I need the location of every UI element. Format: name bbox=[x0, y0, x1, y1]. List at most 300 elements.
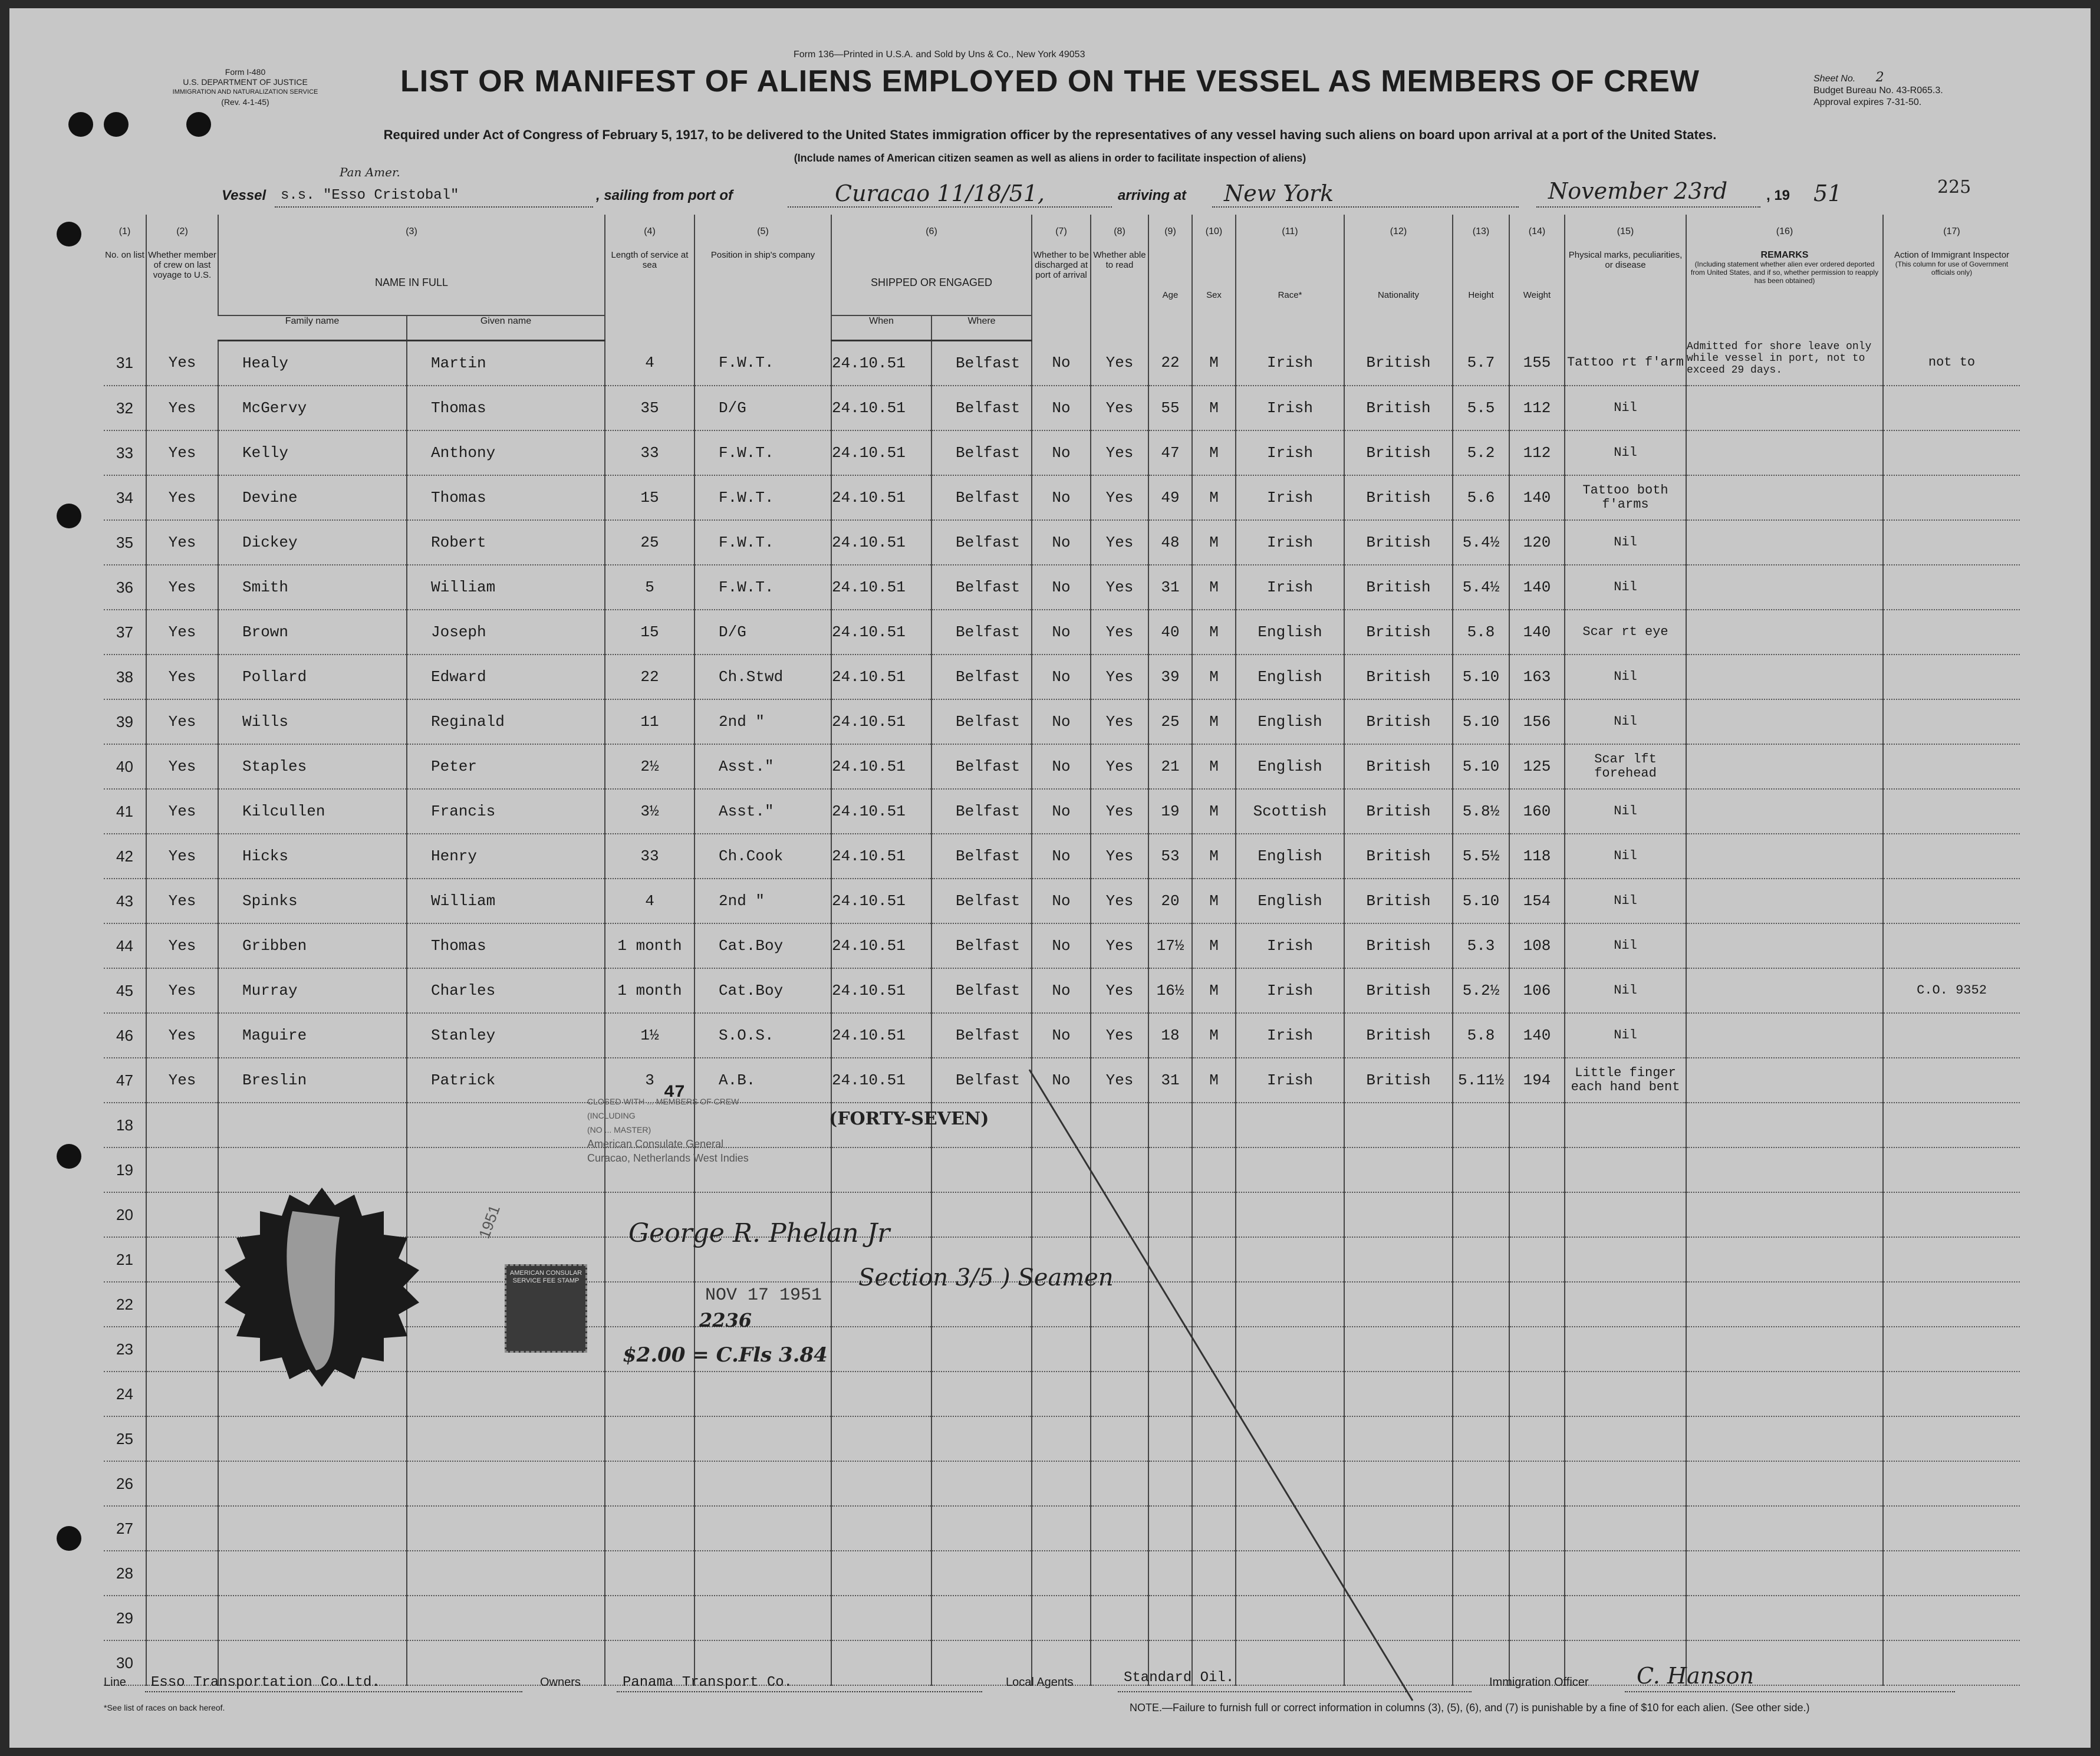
cell-marks: Nil bbox=[1565, 834, 1686, 879]
col-num: (1) bbox=[119, 226, 131, 236]
cell-given: Thomas bbox=[407, 386, 605, 430]
document-instruction: (Include names of American citizen seamen as well as aliens in order to facilitate inspection of aliens) bbox=[794, 152, 1306, 164]
cell-sex: M bbox=[1192, 341, 1236, 386]
header-no-on-list: No. on list bbox=[105, 250, 144, 260]
empty-cell bbox=[1509, 1103, 1565, 1147]
cell-race: English bbox=[1236, 744, 1344, 789]
punch-hole bbox=[57, 222, 81, 246]
empty-cell bbox=[1509, 1327, 1565, 1372]
cell-family: Hicks bbox=[218, 834, 407, 879]
empty-cell bbox=[1686, 1327, 1883, 1372]
cell-nationality: British bbox=[1344, 744, 1453, 789]
punch-hole bbox=[57, 1144, 81, 1169]
cell-discharged: No bbox=[1032, 699, 1091, 744]
vessel-line bbox=[9, 165, 2091, 213]
empty-cell bbox=[1686, 1103, 1883, 1147]
row-number: 19 bbox=[104, 1147, 146, 1192]
action-title: Action of Immigrant Inspector bbox=[1894, 250, 2010, 260]
empty-cell bbox=[1883, 1327, 2020, 1372]
crew-row bbox=[104, 610, 2020, 655]
cell-no: 46 bbox=[104, 1013, 146, 1058]
cell-no: 39 bbox=[104, 699, 146, 744]
header-position: Position in ship's company bbox=[694, 250, 831, 341]
empty-cell bbox=[1686, 1372, 1883, 1416]
cell-age: 47 bbox=[1148, 430, 1192, 475]
cell-height: 5.10 bbox=[1453, 699, 1509, 744]
col-num: (5) bbox=[694, 215, 831, 250]
cell-marks: Nil bbox=[1565, 655, 1686, 699]
empty-cell bbox=[407, 1596, 605, 1640]
printer-line: Form 136—Printed in U.S.A. and Sold by Uns & Co., New York 49053 bbox=[794, 50, 1085, 60]
cell-read: Yes bbox=[1091, 475, 1148, 520]
header-physical-marks: Physical marks, peculiarities, or disease bbox=[1565, 250, 1686, 341]
cell-age: 53 bbox=[1148, 834, 1192, 879]
cell-action: not to bbox=[1883, 341, 2020, 386]
cell-when: 24.10.51 bbox=[831, 1013, 931, 1058]
crew-row bbox=[104, 475, 2020, 520]
cell-given: Edward bbox=[407, 655, 605, 699]
cell-member: Yes bbox=[146, 475, 218, 520]
cell-no: 35 bbox=[104, 520, 146, 565]
cell-position: Ch.Cook bbox=[694, 834, 831, 879]
cell-service: 4 bbox=[605, 341, 694, 386]
crew-row bbox=[104, 968, 2020, 1013]
cell-family: Healy bbox=[218, 341, 407, 386]
arrival-date: November 23rd bbox=[1548, 178, 1728, 204]
cell-age: 25 bbox=[1148, 699, 1192, 744]
cell-no: 41 bbox=[104, 789, 146, 834]
cell-age: 17½ bbox=[1148, 923, 1192, 968]
cell-weight: 112 bbox=[1509, 430, 1565, 475]
cell-race: Scottish bbox=[1236, 789, 1344, 834]
cell-action bbox=[1883, 744, 2020, 789]
cell-read: Yes bbox=[1091, 610, 1148, 655]
cell-service: 33 bbox=[605, 834, 694, 879]
cell-discharged: No bbox=[1032, 341, 1091, 386]
cell-sex: M bbox=[1192, 968, 1236, 1013]
cell-weight: 106 bbox=[1509, 968, 1565, 1013]
cell-member: Yes bbox=[146, 610, 218, 655]
cell-when: 24.10.51 bbox=[831, 923, 931, 968]
empty-cell bbox=[1565, 1551, 1686, 1596]
cell-height: 5.6 bbox=[1453, 475, 1509, 520]
cell-action bbox=[1883, 430, 2020, 475]
header-family-name: Family name bbox=[218, 315, 407, 341]
cell-family: Devine bbox=[218, 475, 407, 520]
cell-remarks bbox=[1686, 565, 1883, 610]
cell-read: Yes bbox=[1091, 789, 1148, 834]
cell-given: Henry bbox=[407, 834, 605, 879]
cell-member: Yes bbox=[146, 1058, 218, 1103]
col-num: (11) bbox=[1236, 215, 1344, 250]
empty-cell bbox=[407, 1461, 605, 1506]
empty-cell bbox=[1565, 1282, 1686, 1327]
crew-count-number: 47 bbox=[664, 1083, 686, 1103]
cell-weight: 160 bbox=[1509, 789, 1565, 834]
cell-family: Wills bbox=[218, 699, 407, 744]
cell-where: Belfast bbox=[931, 699, 1032, 744]
empty-cell bbox=[1453, 1282, 1509, 1327]
crew-row bbox=[104, 520, 2020, 565]
cell-position: Cat.Boy bbox=[694, 923, 831, 968]
cell-given: Martin bbox=[407, 341, 605, 386]
sheet-label: Sheet No. bbox=[1813, 74, 1856, 84]
cell-race: English bbox=[1236, 610, 1344, 655]
empty-cell bbox=[1453, 1461, 1509, 1506]
cell-height: 5.3 bbox=[1453, 923, 1509, 968]
cell-discharged: No bbox=[1032, 386, 1091, 430]
col-num: (14) bbox=[1509, 215, 1565, 250]
cell-family: Dickey bbox=[218, 520, 407, 565]
cell-no: 31 bbox=[104, 341, 146, 386]
stamp-line: American Consulate General bbox=[587, 1138, 724, 1150]
cell-discharged: No bbox=[1032, 1013, 1091, 1058]
cell-marks: Tattoo rt f'arm bbox=[1565, 341, 1686, 386]
cell-service: 35 bbox=[605, 386, 694, 430]
cell-given: William bbox=[407, 879, 605, 923]
cell-given: Francis bbox=[407, 789, 605, 834]
header-discharged: Whether to be discharged at port of arrival bbox=[1032, 250, 1091, 341]
empty-cell bbox=[218, 1506, 407, 1551]
empty-cell bbox=[1565, 1596, 1686, 1640]
cell-read: Yes bbox=[1091, 879, 1148, 923]
col-num: (6) bbox=[831, 215, 1032, 250]
cell-family: Kelly bbox=[218, 430, 407, 475]
cell-sex: M bbox=[1192, 520, 1236, 565]
cell-read: Yes bbox=[1091, 386, 1148, 430]
cell-family: Gribben bbox=[218, 923, 407, 968]
cell-discharged: No bbox=[1032, 879, 1091, 923]
cell-action bbox=[1883, 610, 2020, 655]
cell-no: 33 bbox=[104, 430, 146, 475]
cell-race: English bbox=[1236, 879, 1344, 923]
cell-member: Yes bbox=[146, 879, 218, 923]
cell-discharged: No bbox=[1032, 744, 1091, 789]
empty-cell bbox=[1509, 1147, 1565, 1192]
empty-cell bbox=[1565, 1103, 1686, 1147]
cell-action: C.O. 9352 bbox=[1883, 968, 2020, 1013]
cell-action bbox=[1883, 565, 2020, 610]
header-where: Where bbox=[931, 315, 1032, 341]
cell-race: Irish bbox=[1236, 520, 1344, 565]
cell-marks: Nil bbox=[1565, 923, 1686, 968]
cell-given: Peter bbox=[407, 744, 605, 789]
line-value: Esso Transportation Co.Ltd. bbox=[151, 1675, 380, 1691]
header-member-last-voyage: Whether member of crew on last voyage to U.S. bbox=[146, 250, 218, 341]
cell-service: 3½ bbox=[605, 789, 694, 834]
col-num: (16) bbox=[1686, 215, 1883, 250]
empty-cell bbox=[146, 1596, 218, 1640]
empty-cell bbox=[1453, 1506, 1509, 1551]
cell-nationality: British bbox=[1344, 475, 1453, 520]
crew-row bbox=[104, 341, 2020, 386]
empty-cell bbox=[1509, 1237, 1565, 1282]
row-number: 26 bbox=[104, 1461, 146, 1506]
empty-cell bbox=[1453, 1147, 1509, 1192]
cell-where: Belfast bbox=[931, 834, 1032, 879]
cell-family: Staples bbox=[218, 744, 407, 789]
cell-sex: M bbox=[1192, 789, 1236, 834]
cell-service: 3 bbox=[605, 1058, 694, 1103]
empty-cell bbox=[1453, 1596, 1509, 1640]
empty-cell bbox=[1883, 1103, 2020, 1147]
cell-member: Yes bbox=[146, 520, 218, 565]
cell-where: Belfast bbox=[931, 565, 1032, 610]
arriving-label: arriving at bbox=[1118, 188, 1187, 203]
empty-cell bbox=[1686, 1416, 1883, 1461]
crew-row bbox=[104, 699, 2020, 744]
cell-action bbox=[1883, 923, 2020, 968]
vessel-handwritten-note: Pan Amer. bbox=[340, 165, 400, 179]
cell-position: Ch.Stwd bbox=[694, 655, 831, 699]
cell-member: Yes bbox=[146, 430, 218, 475]
cell-when: 24.10.51 bbox=[831, 386, 931, 430]
cell-remarks bbox=[1686, 699, 1883, 744]
cell-family: Breslin bbox=[218, 1058, 407, 1103]
cell-where: Belfast bbox=[931, 341, 1032, 386]
cell-member: Yes bbox=[146, 923, 218, 968]
cell-marks: Nil bbox=[1565, 1013, 1686, 1058]
cell-where: Belfast bbox=[931, 923, 1032, 968]
cell-sex: M bbox=[1192, 699, 1236, 744]
consul-signature: George R. Phelan Jr bbox=[628, 1218, 890, 1248]
cell-where: Belfast bbox=[931, 879, 1032, 923]
cell-discharged: No bbox=[1032, 565, 1091, 610]
cell-height: 5.5 bbox=[1453, 386, 1509, 430]
cell-when: 24.10.51 bbox=[831, 1058, 931, 1103]
cell-race: Irish bbox=[1236, 1058, 1344, 1103]
cell-given: Joseph bbox=[407, 610, 605, 655]
empty-cell bbox=[1883, 1147, 2020, 1192]
cell-action bbox=[1883, 1058, 2020, 1103]
empty-cell bbox=[218, 1551, 407, 1596]
cell-race: Irish bbox=[1236, 386, 1344, 430]
cell-service: 2½ bbox=[605, 744, 694, 789]
column-header-row bbox=[104, 250, 2020, 315]
empty-cell bbox=[694, 1416, 831, 1461]
cell-action bbox=[1883, 834, 2020, 879]
empty-cell bbox=[1883, 1506, 2020, 1551]
cell-member: Yes bbox=[146, 699, 218, 744]
cell-service: 11 bbox=[605, 699, 694, 744]
cell-race: Irish bbox=[1236, 968, 1344, 1013]
empty-cell bbox=[605, 1416, 694, 1461]
cell-weight: 108 bbox=[1509, 923, 1565, 968]
cell-remarks bbox=[1686, 1013, 1883, 1058]
empty-cell bbox=[694, 1372, 831, 1416]
cell-nationality: British bbox=[1344, 655, 1453, 699]
cell-read: Yes bbox=[1091, 923, 1148, 968]
empty-cell bbox=[605, 1551, 694, 1596]
cell-member: Yes bbox=[146, 386, 218, 430]
cell-height: 5.8 bbox=[1453, 610, 1509, 655]
cell-family: Kilcullen bbox=[218, 789, 407, 834]
row-number: 30 bbox=[104, 1640, 146, 1685]
cell-weight: 154 bbox=[1509, 879, 1565, 923]
cell-weight: 194 bbox=[1509, 1058, 1565, 1103]
header-sex: Sex bbox=[1192, 250, 1236, 341]
empty-cell bbox=[1453, 1416, 1509, 1461]
cell-family: Murray bbox=[218, 968, 407, 1013]
empty-cell bbox=[1509, 1506, 1565, 1551]
cell-remarks bbox=[1686, 386, 1883, 430]
crew-row bbox=[104, 655, 2020, 699]
empty-cell bbox=[605, 1596, 694, 1640]
cell-action bbox=[1883, 789, 2020, 834]
cell-height: 5.5½ bbox=[1453, 834, 1509, 879]
sailing-label: , sailing from port of bbox=[596, 188, 733, 203]
empty-cell bbox=[831, 1640, 931, 1685]
cell-position: Asst." bbox=[694, 744, 831, 789]
cell-weight: 120 bbox=[1509, 520, 1565, 565]
cell-weight: 140 bbox=[1509, 475, 1565, 520]
cell-no: 37 bbox=[104, 610, 146, 655]
empty-cell bbox=[1883, 1416, 2020, 1461]
cell-action bbox=[1883, 386, 2020, 430]
cell-family: Maguire bbox=[218, 1013, 407, 1058]
empty-cell bbox=[218, 1596, 407, 1640]
empty-cell bbox=[831, 1506, 931, 1551]
cell-family: Brown bbox=[218, 610, 407, 655]
cell-sex: M bbox=[1192, 923, 1236, 968]
empty-cell bbox=[1565, 1372, 1686, 1416]
cell-when: 24.10.51 bbox=[831, 699, 931, 744]
cell-service: 22 bbox=[605, 655, 694, 699]
col-num: (4) bbox=[605, 215, 694, 250]
cell-when: 24.10.51 bbox=[831, 475, 931, 520]
manifest-sheet bbox=[9, 8, 2091, 1748]
cell-position: F.W.T. bbox=[694, 520, 831, 565]
row-number: 27 bbox=[104, 1506, 146, 1551]
form-revision: (Rev. 4-1-45) bbox=[221, 97, 269, 107]
cell-when: 24.10.51 bbox=[831, 789, 931, 834]
port-of-departure: Curacao 11/18/51, bbox=[835, 180, 1045, 206]
stamp-line: Curacao, Netherlands West Indies bbox=[587, 1152, 749, 1164]
cell-where: Belfast bbox=[931, 744, 1032, 789]
penalty-note: NOTE.—Failure to furnish full or correct information in columns (3), (5), (6), and (7) is punishable by a fine of $10 for each alien. (See other side.) bbox=[1130, 1702, 1810, 1714]
cell-when: 24.10.51 bbox=[831, 565, 931, 610]
cell-when: 24.10.51 bbox=[831, 968, 931, 1013]
cell-no: 38 bbox=[104, 655, 146, 699]
cell-remarks bbox=[1686, 430, 1883, 475]
cell-family: Pollard bbox=[218, 655, 407, 699]
empty-cell bbox=[1509, 1596, 1565, 1640]
cell-family: Smith bbox=[218, 565, 407, 610]
cell-race: Irish bbox=[1236, 565, 1344, 610]
cell-discharged: No bbox=[1032, 610, 1091, 655]
cell-read: Yes bbox=[1091, 744, 1148, 789]
cell-position: F.W.T. bbox=[694, 341, 831, 386]
cell-read: Yes bbox=[1091, 1013, 1148, 1058]
cell-race: English bbox=[1236, 655, 1344, 699]
cell-race: English bbox=[1236, 834, 1344, 879]
cell-marks: Nil bbox=[1565, 430, 1686, 475]
empty-cell bbox=[831, 1147, 931, 1192]
cell-marks: Scar rt eye bbox=[1565, 610, 1686, 655]
empty-cell bbox=[146, 1416, 218, 1461]
cell-read: Yes bbox=[1091, 655, 1148, 699]
cell-no: 32 bbox=[104, 386, 146, 430]
cell-where: Belfast bbox=[931, 1013, 1032, 1058]
cell-age: 31 bbox=[1148, 1058, 1192, 1103]
cell-height: 5.4½ bbox=[1453, 565, 1509, 610]
cell-discharged: No bbox=[1032, 923, 1091, 968]
cell-position: F.W.T. bbox=[694, 475, 831, 520]
cell-marks: Nil bbox=[1565, 789, 1686, 834]
cell-given: Robert bbox=[407, 520, 605, 565]
officer-label: Immigration Officer bbox=[1489, 1676, 1589, 1689]
cell-remarks bbox=[1686, 834, 1883, 879]
empty-cell bbox=[694, 1551, 831, 1596]
empty-cell bbox=[831, 1372, 931, 1416]
cell-family: Spinks bbox=[218, 879, 407, 923]
header-nationality: Nationality bbox=[1344, 250, 1453, 341]
cell-read: Yes bbox=[1091, 699, 1148, 744]
cell-position: 2nd " bbox=[694, 879, 831, 923]
cell-nationality: British bbox=[1344, 879, 1453, 923]
cell-nationality: British bbox=[1344, 565, 1453, 610]
empty-cell bbox=[146, 1461, 218, 1506]
col-num: (7) bbox=[1032, 215, 1091, 250]
cell-service: 15 bbox=[605, 475, 694, 520]
cell-marks: Nil bbox=[1565, 565, 1686, 610]
cell-member: Yes bbox=[146, 341, 218, 386]
cell-position: F.W.T. bbox=[694, 430, 831, 475]
col-num: (2) bbox=[146, 215, 218, 250]
empty-cell bbox=[1453, 1192, 1509, 1237]
cell-read: Yes bbox=[1091, 565, 1148, 610]
stamp-line: (NO ... MASTER) bbox=[587, 1125, 651, 1135]
empty-cell bbox=[831, 1461, 931, 1506]
cell-height: 5.8½ bbox=[1453, 789, 1509, 834]
col-num: (12) bbox=[1344, 215, 1453, 250]
row-number: 18 bbox=[104, 1103, 146, 1147]
header-name-in-full: NAME IN FULL bbox=[218, 250, 605, 315]
cell-sex: M bbox=[1192, 655, 1236, 699]
page-number-handwritten: 225 bbox=[1937, 177, 1971, 198]
header-race: Race* bbox=[1236, 250, 1344, 341]
cell-discharged: No bbox=[1032, 968, 1091, 1013]
owners-value: Panama Transport Co. bbox=[623, 1675, 793, 1691]
cell-no: 43 bbox=[104, 879, 146, 923]
cell-given: Anthony bbox=[407, 430, 605, 475]
cell-given: Thomas bbox=[407, 475, 605, 520]
cell-when: 24.10.51 bbox=[831, 879, 931, 923]
stamp-line: CLOSED WITH ... MEMBERS OF CREW bbox=[587, 1097, 739, 1106]
crew-row bbox=[104, 923, 2020, 968]
cell-height: 5.8 bbox=[1453, 1013, 1509, 1058]
sheet-number: 2 bbox=[1875, 70, 1884, 85]
row-number: 23 bbox=[104, 1327, 146, 1372]
empty-cell bbox=[1565, 1461, 1686, 1506]
cell-sex: M bbox=[1192, 565, 1236, 610]
cell-given: William bbox=[407, 565, 605, 610]
cell-nationality: British bbox=[1344, 923, 1453, 968]
cell-race: English bbox=[1236, 699, 1344, 744]
cell-read: Yes bbox=[1091, 834, 1148, 879]
cell-marks: Nil bbox=[1565, 699, 1686, 744]
cell-position: Cat.Boy bbox=[694, 968, 831, 1013]
races-footnote: *See list of races on back hereof. bbox=[104, 1703, 225, 1712]
cell-age: 16½ bbox=[1148, 968, 1192, 1013]
cell-where: Belfast bbox=[931, 968, 1032, 1013]
fee-number: 2236 bbox=[699, 1309, 752, 1331]
empty-cell bbox=[1686, 1192, 1883, 1237]
cell-remarks bbox=[1686, 610, 1883, 655]
cell-marks: Nil bbox=[1565, 520, 1686, 565]
cell-height: 5.10 bbox=[1453, 744, 1509, 789]
empty-cell bbox=[1509, 1551, 1565, 1596]
